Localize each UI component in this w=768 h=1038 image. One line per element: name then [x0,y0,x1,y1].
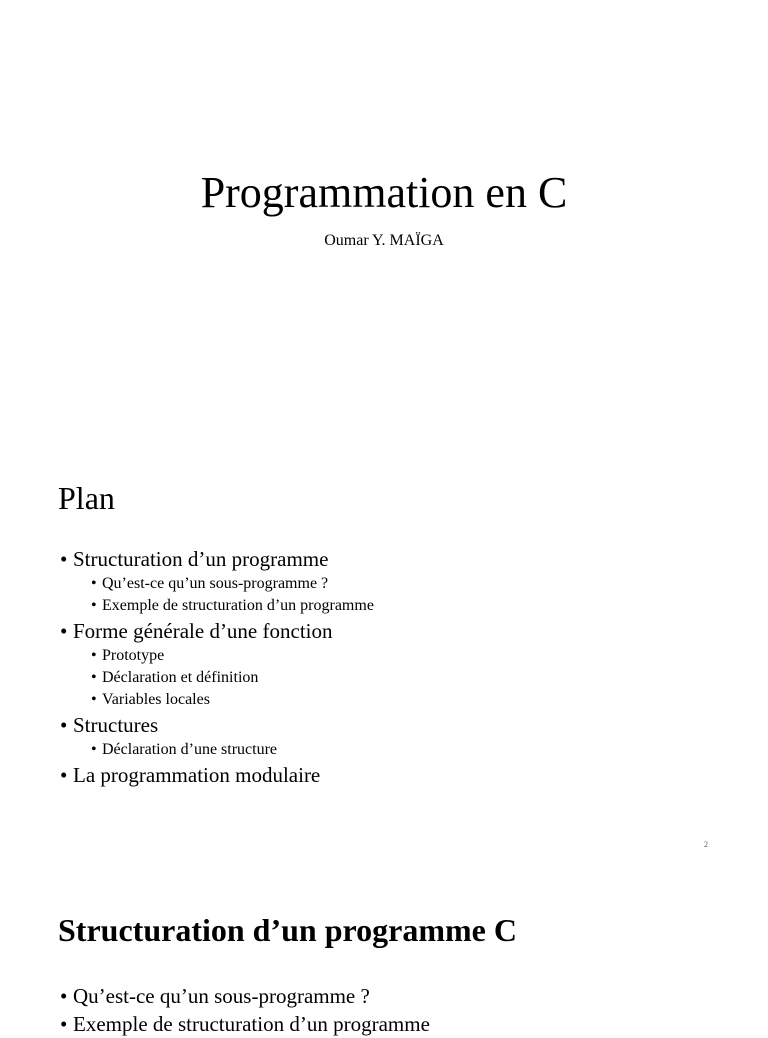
plan-subitem: • Exemple de structuration d’un programme [91,595,374,617]
plan-sublist [73,739,374,761]
plan-item-modulaire [60,761,374,789]
plan-item-fonction [60,617,374,711]
section-item: • Qu’est-ce qu’un sous-programme ? [60,982,430,1010]
section-heading: Structuration d’un programme C [58,912,517,948]
plan-subitem: • Variables locales [91,689,374,711]
presentation-title: Programmation en C [200,168,568,217]
plan-heading: Plan [58,480,115,516]
plan-subitem: • Qu’est-ce qu’un sous-programme ? [91,573,374,595]
plan-item-label: Structures [73,713,159,737]
plan-sublist [73,645,374,711]
plan-item-label: Structuration d’un programme [73,547,329,571]
author-name: Oumar Y. MAÏGA [324,232,444,249]
section-list [60,982,430,1038]
page-number: 2 [704,840,708,849]
plan-item-label: La programmation modulaire [73,763,321,787]
plan-list [60,545,374,789]
plan-subitem: • Déclaration et définition [91,667,374,689]
section-item: • Exemple de structuration d’un programme [60,1010,430,1038]
plan-item-structuration [60,545,374,617]
plan-subitem: • Prototype [91,645,374,667]
plan-item-structures [60,711,374,761]
plan-subitem: • Déclaration d’une structure [91,739,374,761]
plan-sublist [73,573,374,617]
plan-item-label: Forme générale d’une fonction [73,619,333,643]
